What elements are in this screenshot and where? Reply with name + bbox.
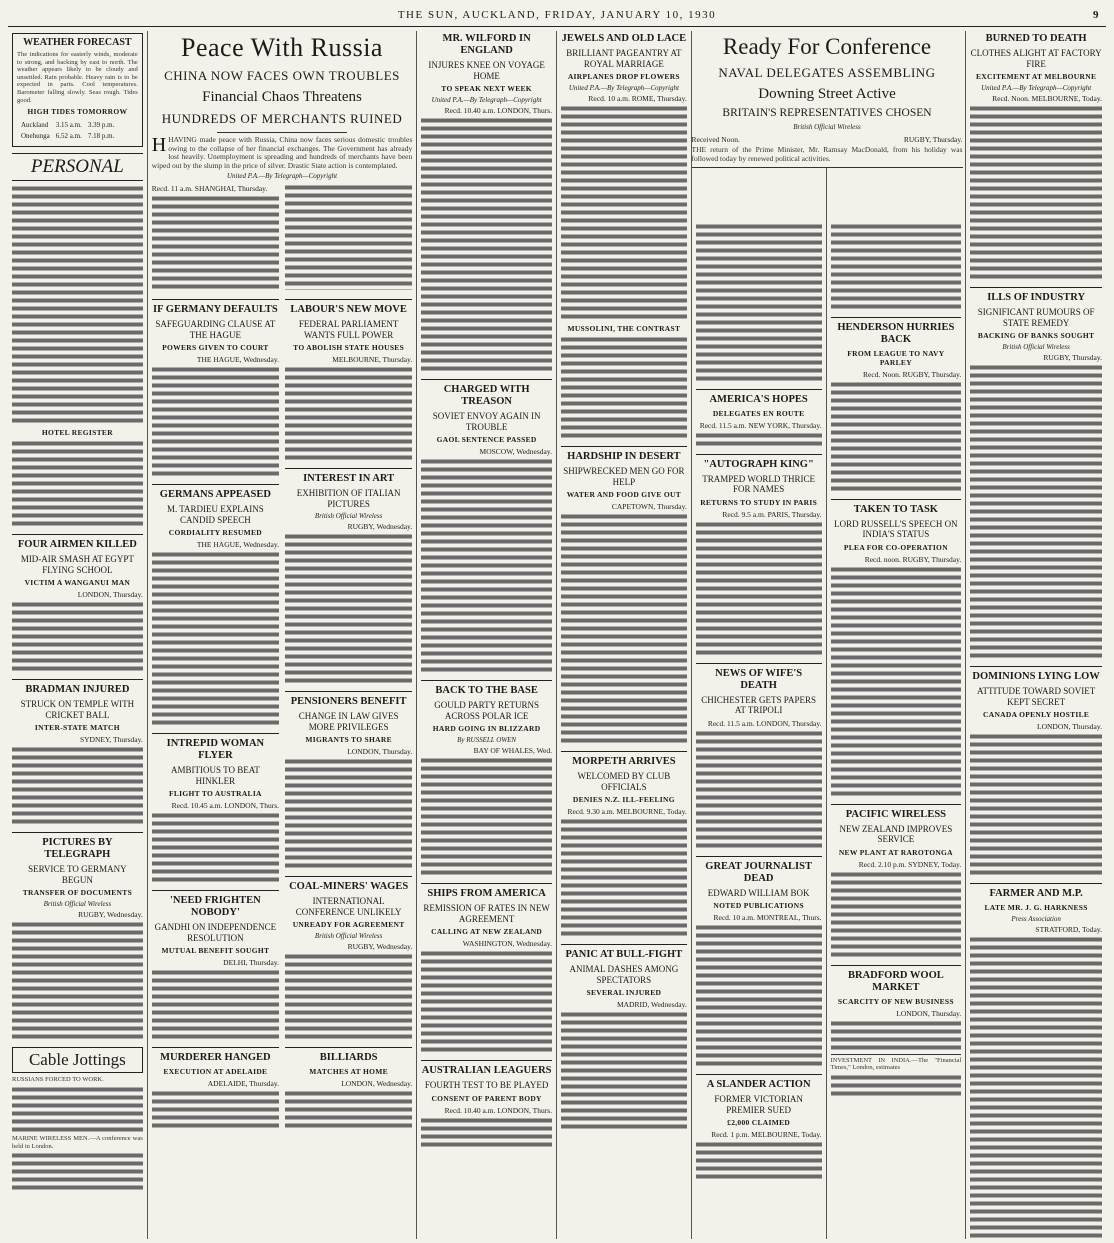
investment-india: INVESTMENT IN INDIA.—The "Financial Times," London, estimates — [831, 1054, 962, 1072]
murderer-text — [152, 1090, 279, 1130]
journalist-deck: EDWARD WILLIAM BOK — [707, 887, 810, 898]
tide-am: 3.15 a.m. — [55, 121, 82, 130]
jewels-sub: AIRPLANES DROP FLOWERS — [567, 72, 680, 81]
henderson-text — [831, 381, 962, 493]
morpeth-dateline: Recd. 9.30 a.m. MELBOURNE, Today. — [567, 807, 687, 816]
dominions-deck: ATTITUDE TOWARD SOVIET KEPT SECRET — [977, 686, 1096, 707]
ills-dateline: RUGBY, Thursday. — [1043, 353, 1102, 362]
airmen-sub: VICTIM A WANGANUI MAN — [24, 578, 131, 588]
col2-left — [152, 293, 279, 1132]
task-deck: LORD RUSSELL'S SPEECH ON INDIA'S STATUS — [834, 518, 958, 540]
germany-text — [152, 366, 279, 478]
treason-title: CHARGED WITH TREASON — [421, 379, 552, 408]
pictures-deck: SERVICE TO GERMANY BEGUN — [28, 864, 127, 885]
leaguers-deck: FOURTH TEST TO BE PLAYED — [424, 1080, 549, 1090]
billiards-dateline: LONDON, Wednesday. — [341, 1079, 413, 1089]
ills-sub: BACKING OF BANKS SOUGHT — [977, 331, 1095, 340]
americas-hopes-title: AMERICA'S HOPES — [696, 389, 822, 406]
pensioners-deck: CHANGE IN LAW GIVES MORE PRIVILEGES — [298, 711, 399, 732]
jewels-sub-2: MUSSOLINI, THE CONTRAST — [567, 324, 681, 333]
art-dateline: RUGBY, Wednesday. — [347, 522, 413, 532]
coal-sub: UNREADY FOR AGREEMENT — [292, 920, 405, 930]
murderer-dateline: ADELAIDE, Thursday. — [207, 1079, 279, 1089]
ills-deck: SIGNIFICANT RUMOURS OF STATE REMEDY — [977, 307, 1095, 328]
pictures-text — [12, 921, 143, 1041]
airmen-deck: MID-AIR SMASH AT EGYPT FLYING SCHOOL — [20, 554, 134, 575]
ills-text — [970, 364, 1102, 660]
pictures-sub: TRANSFER OF DOCUMENTS — [22, 888, 133, 898]
journalist-title: GREAT JOURNALIST DEAD — [696, 856, 822, 885]
jewels-text-2 — [561, 336, 687, 440]
gandhi-dateline: DELHI, Thursday. — [223, 958, 279, 968]
bradman-deck: STRUCK ON TEMPLE WITH CRICKET BALL — [20, 699, 135, 720]
hotel-title: HOTEL REGISTER — [41, 428, 113, 438]
personal-title: PERSONAL — [12, 153, 143, 181]
gandhi-sub: MUTUAL BENEFIT SOUGHT — [161, 946, 270, 956]
slander-dateline: Recd. 1 p.m. MELBOURNE, Today. — [711, 1130, 822, 1140]
burned-credit: United P.A.—By Telegraph—Copyright — [981, 84, 1092, 92]
burned-dateline: Recd. Noon. MELBOURNE, Today. — [992, 94, 1102, 103]
art-title: INTEREST IN ART — [285, 468, 412, 485]
journalist-dateline: Recd. 10 a.m. MONTREAL, Thurs. — [713, 913, 822, 923]
morpeth-sub: DENIES N.Z. ILL-FEELING — [572, 795, 675, 804]
task-text — [831, 566, 962, 798]
weather-text: The indications for easterly winds, moderate to strong, and backing by east to north. The weather appears likely to be cloudy and unsettled. Rain probable. Heavy rain is to be expected in parts. Cool temperatures. Barometer falling slowly. Seas rough. Tides good. — [17, 51, 138, 104]
burned-text — [970, 105, 1102, 281]
autograph-sub: RETURNS TO STUDY IN PARIS — [700, 497, 818, 507]
conference-text-left — [696, 223, 822, 383]
conference-text-right — [831, 223, 962, 311]
murderer-title: MURDERER HANGED — [152, 1047, 279, 1064]
base-sub: HARD GOING IN BLIZZARD — [432, 724, 541, 733]
wife-dateline: Recd. 11.5 a.m. LONDON, Thursday. — [707, 718, 822, 728]
germany-deck: SAFEGUARDING CLAUSE AT THE HAGUE — [155, 319, 276, 340]
flyer-sub: FLIGHT TO AUSTRALIA — [168, 789, 262, 799]
personal-text — [12, 185, 143, 425]
conference-headline: Ready For Conference — [722, 34, 932, 59]
ships-deck: REMISSION OF RATES IN NEW AGREEMENT — [423, 903, 550, 924]
ships-sub: CALLING AT NEW ZEALAND — [431, 927, 543, 936]
leaguers-sub: CONSENT OF PARENT BODY — [431, 1093, 542, 1103]
journalist-sub: NOTED PUBLICATIONS — [713, 901, 804, 911]
burned-sub: EXCITEMENT AT MELBOURNE — [975, 72, 1097, 81]
americas-hopes-dateline: Recd. 11.5 a.m. NEW YORK, Thursday. — [699, 420, 822, 430]
flyer-deck: AMBITIOUS TO BEAT HINKLER — [171, 765, 260, 786]
column-2 — [148, 31, 418, 1239]
gandhi-title: 'NEED FRIGHTEN NOBODY' — [152, 890, 279, 919]
farmer-credit: Press Association — [1011, 915, 1061, 923]
autograph-dateline: Recd. 9.5 a.m. PARIS, Thursday. — [722, 509, 822, 519]
wilford-sub: TO SPEAK NEXT WEEK — [441, 84, 532, 93]
masthead-title: THE SUN, AUCKLAND, FRIDAY, JANUARY 10, 1930 — [397, 9, 717, 21]
morpeth-deck: WELCOMED BY CLUB OFFICIALS — [577, 771, 671, 792]
bradman-text — [12, 746, 143, 826]
ships-title: SHIPS FROM AMERICA — [421, 883, 552, 900]
cable-text-1 — [12, 1086, 143, 1134]
russia-dateline: Recd. 11 a.m. SHANGHAI, Thursday. — [151, 184, 268, 194]
appeased-deck: M. TARDIEU EXPLAINS CANDID SPEECH — [166, 504, 264, 525]
column-3 — [417, 31, 557, 1239]
task-dateline: Recd. noon. RUGBY, Thursday. — [864, 554, 962, 564]
autograph-title: "AUTOGRAPH KING" — [696, 454, 822, 471]
russia-body — [152, 182, 413, 293]
germany-dateline: THE HAGUE, Wednesday. — [196, 355, 279, 365]
dominions-title: DOMINIONS LYING LOW — [970, 666, 1102, 683]
column-4 — [557, 31, 692, 1239]
pictures-credit: British Official Wireless — [43, 900, 112, 909]
tide-pm: 3.39 p.m. — [87, 121, 115, 130]
gandhi-deck: GANDHI ON INDEPENDENCE RESOLUTION — [154, 922, 277, 943]
airmen-title: FOUR AIRMEN KILLED — [12, 534, 143, 551]
appeased-sub: CORDIALITY RESUMED — [168, 528, 262, 538]
pictures-dateline: RUGBY, Wednesday. — [78, 910, 143, 920]
germany-title: IF GERMANY DEFAULTS — [152, 299, 279, 316]
cable-title: Cable Jottings — [12, 1047, 143, 1073]
weather-title: WEATHER FORECAST — [23, 37, 132, 48]
treason-dateline: MOSCOW, Wednesday. — [479, 447, 552, 456]
russia-body-left — [152, 182, 279, 293]
conference-lead: THE return of the Prime Minister, Mr. Ramsay MacDonald, from his holiday was followed today by renewed political activities. — [691, 145, 963, 163]
leaguers-dateline: Recd. 10.40 a.m. LONDON, Thurs. — [444, 1105, 552, 1115]
slander-sub: £2,000 CLAIMED — [727, 1118, 791, 1128]
wilford-title: MR. WILFORD IN ENGLAND — [442, 33, 531, 56]
art-credit: British Official Wireless — [314, 512, 383, 521]
slander-deck: FORMER VICTORIAN PREMIER SUED — [714, 1094, 803, 1115]
jewels-credit: United P.A.—By Telegraph—Copyright — [568, 84, 679, 92]
conference-dateline: RUGBY, Thursday. — [903, 135, 963, 144]
coal-text — [285, 953, 412, 1041]
pacific-deck: NEW ZEALAND IMPROVES SERVICE — [839, 823, 953, 845]
desert-deck: SHIPWRECKED MEN GO FOR HELP — [563, 466, 685, 487]
russia-deck-1: CHINA NOW FACES OWN TROUBLES — [164, 68, 400, 83]
airmen-dateline: LONDON, Thursday. — [77, 590, 143, 600]
russia-body-right — [285, 182, 412, 293]
desert-text — [561, 513, 687, 745]
farmer-text — [970, 936, 1102, 1239]
autograph-text — [696, 521, 822, 657]
weather-box — [12, 33, 143, 147]
wife-title: NEWS OF WIFE'S DEATH — [696, 663, 822, 692]
divider — [217, 132, 347, 133]
farmer-title: FARMER AND M.P. — [970, 883, 1102, 900]
burned-deck: CLOTHES ALIGHT AT FACTORY FIRE — [970, 48, 1102, 69]
coal-title: COAL-MINERS' WAGES — [285, 876, 412, 893]
flyer-title: INTREPID WOMAN FLYER — [152, 733, 279, 762]
dominions-text — [970, 733, 1102, 877]
morpeth-title: MORPETH ARRIVES — [561, 751, 687, 768]
desert-sub: WATER AND FOOD GIVE OUT — [566, 490, 682, 499]
jewels-dateline: Recd. 10 a.m. ROME, Thursday. — [588, 94, 687, 103]
russia-deck-3: HUNDREDS OF MERCHANTS RUINED — [161, 111, 403, 126]
column-6-body — [831, 31, 962, 1098]
conference-received: Received Noon. — [691, 135, 740, 144]
wilford-credit: United P.A.—By Telegraph—Copyright — [431, 96, 542, 104]
dominions-dateline: LONDON, Thursday. — [1037, 722, 1102, 731]
tide-row — [19, 132, 116, 141]
henderson-deck: FROM LEAGUE TO NAVY PARLEY — [847, 348, 945, 367]
cable-item-1: RUSSIANS FORCED TO WORK. — [12, 1076, 104, 1084]
jewels-deck: BRILLIANT PAGEANTRY AT ROYAL MARRIAGE — [566, 48, 682, 69]
pacific-sub: NEW PLANT AT RAROTONGA — [838, 847, 953, 857]
column-2-lower — [152, 293, 413, 1132]
art-deck: EXHIBITION OF ITALIAN PICTURES — [296, 488, 401, 509]
base-deck: GOULD PARTY RETURNS ACROSS POLAR ICE — [434, 700, 540, 721]
americas-hopes-text — [696, 432, 822, 448]
conference-banner — [692, 31, 963, 168]
conference-credit: British Official Wireless — [793, 123, 861, 131]
flyer-text — [152, 812, 279, 884]
pensioners-title: PENSIONERS BENEFIT — [285, 691, 412, 708]
farmer-dateline: STRATFORD, Today. — [1035, 925, 1102, 934]
desert-title: HARDSHIP IN DESERT — [561, 446, 687, 463]
ships-text — [421, 950, 552, 1054]
leaguers-text — [421, 1117, 552, 1149]
panic-text — [561, 1011, 687, 1131]
americas-hopes-deck: DELEGATES EN ROUTE — [712, 408, 805, 418]
columns — [8, 31, 1106, 1239]
journalist-text — [696, 924, 822, 1068]
russia-text-left — [152, 195, 279, 291]
column-5 — [692, 31, 827, 1239]
treason-sub: GAOL SENTENCE PASSED — [436, 435, 537, 444]
masthead — [8, 6, 1106, 27]
appeased-text — [152, 551, 279, 727]
labour-text — [285, 366, 412, 462]
germany-sub: POWERS GIVEN TO COURT — [162, 343, 269, 353]
wool-sub: SCARCITY OF NEW BUSINESS — [837, 996, 954, 1006]
gandhi-text — [152, 969, 279, 1041]
hotel-text — [12, 440, 143, 528]
jewels-text — [561, 105, 687, 321]
slander-text — [696, 1141, 822, 1181]
slander-title: A SLANDER ACTION — [696, 1074, 822, 1091]
panic-sub: SEVERAL INJURED — [586, 988, 662, 997]
leaguers-title: AUSTRALIAN LEAGUERS — [421, 1060, 552, 1077]
column-1 — [8, 31, 148, 1239]
appeased-dateline: THE HAGUE, Wednesday. — [196, 540, 279, 550]
murderer-sub: EXECUTION AT ADELAIDE — [163, 1067, 268, 1077]
russia-credit: United P.A.—By Telegraph—Copyright — [226, 172, 338, 181]
wool-title: BRADFORD WOOL MARKET — [831, 965, 962, 994]
tides-title: HIGH TIDES TOMORROW — [27, 107, 128, 117]
pictures-title: PICTURES BY TELEGRAPH — [12, 832, 143, 861]
wilford-text — [421, 117, 552, 373]
ills-title: ILLS OF INDUSTRY — [970, 287, 1102, 304]
tide-place: Onehunga — [21, 132, 50, 141]
wife-deck: CHICHESTER GETS PAPERS AT TRIPOLI — [701, 694, 816, 716]
task-title: TAKEN TO TASK — [831, 499, 962, 516]
ills-credit: British Official Wireless — [1002, 343, 1070, 351]
panic-deck: ANIMAL DASHES AMONG SPECTATORS — [569, 964, 679, 985]
conference-deck-3: BRITAIN'S REPRESENTATIVES CHOSEN — [722, 107, 932, 119]
base-byline: By RUSSELL OWEN — [457, 736, 517, 744]
col2-right — [285, 293, 412, 1132]
coal-dateline: RUGBY, Wednesday. — [347, 942, 413, 952]
wool-dateline: LONDON, Thursday. — [896, 1008, 962, 1018]
wife-text — [696, 730, 822, 850]
tide-pm: 7.18 p.m. — [87, 132, 115, 141]
art-text — [285, 533, 412, 685]
wilford-deck: INJURES KNEE ON VOYAGE HOME — [428, 60, 545, 81]
cable-item-2: MARINE WIRELESS MEN.—A conference was held in London. — [12, 1135, 143, 1150]
labour-dateline: MELBOURNE, Thursday. — [332, 355, 413, 365]
russia-deck-2: Financial Chaos Threatens — [202, 89, 362, 105]
tide-place: Auckland — [21, 121, 49, 130]
pensioners-dateline: LONDON, Thursday. — [347, 747, 413, 757]
dominions-sub: CANADA OPENLY HOSTILE — [983, 710, 1090, 719]
bradman-dateline: SYDNEY, Thursday. — [79, 735, 143, 745]
coal-deck: INTERNATIONAL CONFERENCE UNLIKELY — [295, 896, 402, 917]
base-title: BACK TO THE BASE — [421, 680, 552, 697]
jewels-title: JEWELS AND OLD LACE — [561, 33, 687, 44]
russia-lead — [152, 136, 413, 170]
tide-row — [19, 121, 116, 130]
desert-dateline: CAPETOWN, Thursday. — [611, 502, 687, 511]
billiards-sub: MATCHES AT HOME — [309, 1067, 388, 1077]
task-sub: PLEA FOR CO-OPERATION — [843, 542, 948, 552]
flyer-dateline: Recd. 10.45 a.m. LONDON, Thurs. — [171, 801, 279, 811]
labour-sub: TO ABOLISH STATE HOUSES — [293, 343, 405, 353]
labour-deck: FEDERAL PARLIAMENT WANTS FULL POWER — [298, 319, 399, 340]
conference-deck-2: Downing Street Active — [758, 86, 896, 102]
henderson-dateline: Recd. Noon. RUGBY, Thursday. — [863, 369, 962, 379]
pacific-dateline: Recd. 2.10 p.m. SYDNEY, Today. — [858, 859, 962, 869]
tide-am: 6.52 a.m. — [55, 132, 82, 141]
airmen-text — [12, 601, 143, 673]
treason-text — [421, 458, 552, 674]
column-7 — [966, 31, 1106, 1239]
pensioners-sub: MIGRANTS TO SHARE — [305, 735, 392, 745]
investment-text — [831, 1074, 962, 1098]
pacific-title: PACIFIC WIRELESS — [831, 804, 962, 821]
bradman-title: BRADMAN INJURED — [12, 679, 143, 696]
russia-headline: Peace With Russia — [181, 33, 383, 62]
panic-title: PANIC AT BULL-FIGHT — [561, 944, 687, 961]
drop-cap: H — [151, 134, 167, 156]
henderson-title: HENDERSON HURRIES BACK — [831, 317, 962, 346]
pacific-text — [831, 871, 962, 959]
russia-text-right — [285, 184, 412, 290]
burned-title: BURNED TO DEATH — [985, 33, 1087, 44]
tides-table — [17, 119, 118, 143]
bradman-sub: INTER-STATE MATCH — [34, 723, 120, 733]
wilford-dateline: Recd. 10.40 a.m. LONDON, Thurs. — [444, 106, 552, 115]
autograph-deck: TRAMPED WORLD THRICE FOR NAMES — [702, 473, 815, 495]
coal-credit: British Official Wireless — [314, 932, 383, 941]
conference-deck-1: NAVAL DELEGATES ASSEMBLING — [718, 65, 936, 80]
base-dateline: BAY OF WHALES, Wed. — [473, 746, 552, 755]
russia-lead-text: HAVING made peace with Russia, China now faces serious domestic troubles owing to the collapse of her financial exchanges. The Government has already lost heavily. Unemployment is spreading and hundreds of merchants have been wiped out by the slump in the price of silver. Drastic State action is contemplated. — [151, 135, 413, 170]
ships-dateline: WASHINGTON, Wednesday. — [462, 939, 552, 948]
billiards-text — [285, 1090, 412, 1130]
cable-text-2 — [12, 1152, 143, 1192]
appeased-title: GERMANS APPEASED — [152, 484, 279, 501]
panic-dateline: MADRID, Wednesday. — [616, 1000, 687, 1009]
page-number: 9 — [1093, 9, 1100, 21]
wool-text — [831, 1020, 962, 1052]
treason-deck: SOVIET ENVOY AGAIN IN TROUBLE — [432, 411, 541, 432]
labour-title: LABOUR'S NEW MOVE — [285, 299, 412, 316]
morpeth-text — [561, 818, 687, 938]
base-text — [421, 757, 552, 877]
pensioners-text — [285, 758, 412, 870]
farmer-deck: LATE MR. J. G. HARKNESS — [984, 903, 1088, 912]
billiards-title: BILLIARDS — [285, 1047, 412, 1064]
